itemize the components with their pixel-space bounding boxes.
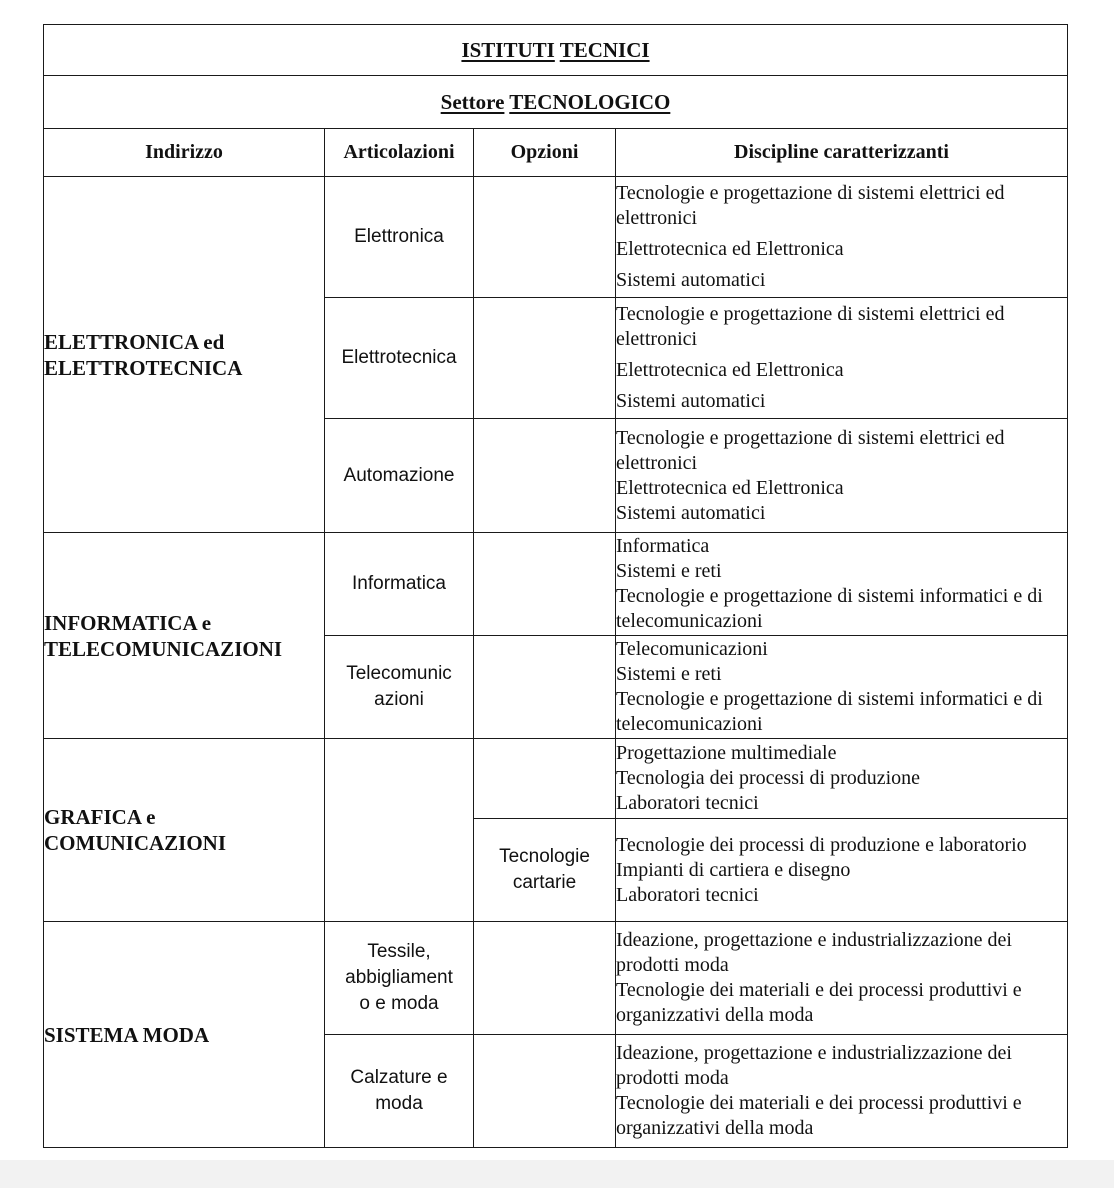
header-opzioni: Opzioni xyxy=(474,129,616,177)
subtitle-part-2: TECNOLOGICO xyxy=(509,89,671,114)
header-row xyxy=(44,129,1068,177)
disciplina-item: Sistemi e reti xyxy=(616,663,722,685)
table-row xyxy=(44,922,1068,1035)
articolazione-cell: Elettronica xyxy=(325,177,474,298)
table-row xyxy=(44,177,1068,298)
opzione-cell xyxy=(474,1035,616,1148)
table-subtitle xyxy=(44,76,1068,129)
disciplina-item: Elettrotecnica ed Elettronica xyxy=(616,476,844,499)
table-title xyxy=(44,25,1068,76)
opzione-cell xyxy=(474,922,616,1035)
articolazione-cell xyxy=(325,739,474,922)
opzione-cell xyxy=(474,419,616,533)
discipline-cell xyxy=(616,177,1068,298)
discipline-cell xyxy=(616,298,1068,419)
articolazione-cell: Informatica xyxy=(325,533,474,636)
disciplina-item: Ideazione, progettazione e industrializzazione dei prodotti moda xyxy=(616,929,1012,976)
disciplina-item: Tecnologie e progettazione di sistemi informatici e di telecomunicazioni xyxy=(616,688,1043,735)
opzione-cell xyxy=(474,177,616,298)
indirizzo-informatica: INFORMATICA e TELECOMUNICAZIONI xyxy=(44,533,325,739)
disciplina-item: Laboratori tecnici xyxy=(616,883,759,906)
articolazione-cell: Automazione xyxy=(325,419,474,533)
discipline-cell xyxy=(616,1035,1068,1148)
disciplina-item: Elettrotecnica ed Elettronica xyxy=(616,238,844,260)
disciplina-item: Tecnologie dei materiali e dei processi produttivi e organizzativi della moda xyxy=(616,979,1022,1026)
opzione-cell xyxy=(474,636,616,739)
header-indirizzo: Indirizzo xyxy=(44,129,325,177)
discipline-cell xyxy=(616,533,1068,636)
opzione-cell: Tecnologie cartarie xyxy=(474,819,616,922)
page-bottom-band xyxy=(0,1160,1114,1188)
title-part-1: ISTITUTI xyxy=(461,37,555,62)
disciplina-item: Elettrotecnica ed Elettronica xyxy=(616,359,844,381)
istituti-tecnici-table xyxy=(43,24,1068,1148)
articolazione-cell: Elettrotecnica xyxy=(325,298,474,419)
articolazione-cell: Tessile, abbigliament o e moda xyxy=(325,922,474,1035)
disciplina-item: Laboratori tecnici xyxy=(616,792,759,814)
disciplina-item: Tecnologie e progettazione di sistemi elettrici ed elettronici xyxy=(616,426,1005,474)
indirizzo-moda: SISTEMA MODA xyxy=(44,922,325,1148)
disciplina-item: Progettazione multimediale xyxy=(616,742,837,764)
disciplina-item: Tecnologia dei processi di produzione xyxy=(616,767,921,789)
subtitle-part-1: Settore xyxy=(440,89,505,114)
discipline-cell xyxy=(616,739,1068,819)
disciplina-item: Sistemi automatici xyxy=(616,269,766,291)
articolazione-cell: Telecomunic azioni xyxy=(325,636,474,739)
table-row xyxy=(44,739,1068,819)
discipline-cell xyxy=(616,419,1068,533)
disciplina-item: Sistemi automatici xyxy=(616,390,766,412)
disciplina-item: Telecomunicazioni xyxy=(616,638,768,660)
discipline-cell xyxy=(616,819,1068,922)
disciplina-item: Tecnologie e progettazione di sistemi informatici e di telecomunicazioni xyxy=(616,585,1043,632)
disciplina-item: Tecnologie dei processi di produzione e laboratorio xyxy=(616,833,1027,856)
discipline-cell xyxy=(616,636,1068,739)
subtitle-row xyxy=(44,76,1068,129)
title-row xyxy=(44,25,1068,76)
disciplina-item: Tecnologie dei materiali e dei processi produttivi e organizzativi della moda xyxy=(616,1092,1022,1139)
discipline-cell xyxy=(616,922,1068,1035)
title-part-2: TECNICI xyxy=(559,37,650,62)
header-articolazioni: Articolazioni xyxy=(325,129,474,177)
table-row xyxy=(44,533,1068,636)
disciplina-item: Informatica xyxy=(616,535,710,557)
disciplina-item: Tecnologie e progettazione di sistemi elettrici ed elettronici xyxy=(616,182,1005,229)
header-discipline: Discipline caratterizzanti xyxy=(616,129,1068,177)
indirizzo-elettronica: ELETTRONICA ed ELETTROTECNICA xyxy=(44,177,325,533)
disciplina-item: Sistemi automatici xyxy=(616,501,766,524)
disciplina-item: Ideazione, progettazione e industrializzazione dei prodotti moda xyxy=(616,1042,1012,1089)
indirizzo-grafica: GRAFICA e COMUNICAZIONI xyxy=(44,739,325,922)
disciplina-item: Tecnologie e progettazione di sistemi elettrici ed elettronici xyxy=(616,303,1005,350)
opzione-cell xyxy=(474,739,616,819)
articolazione-cell: Calzature e moda xyxy=(325,1035,474,1148)
opzione-cell xyxy=(474,298,616,419)
disciplina-item: Impianti di cartiera e disegno xyxy=(616,858,851,881)
disciplina-item: Sistemi e reti xyxy=(616,560,722,582)
opzione-cell xyxy=(474,533,616,636)
